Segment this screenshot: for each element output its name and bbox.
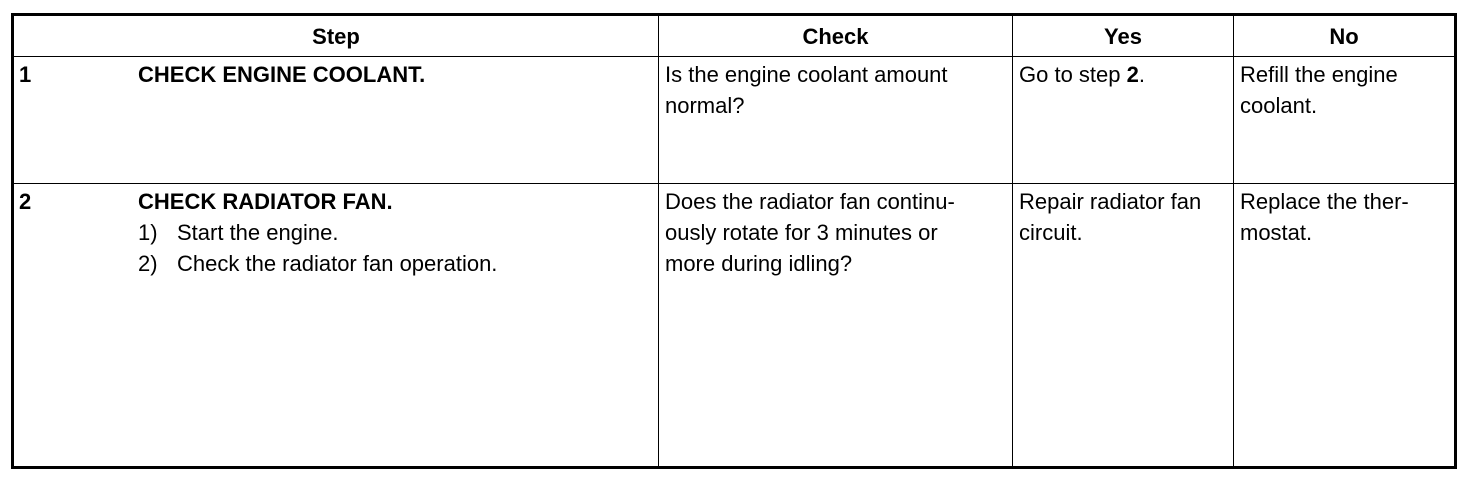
diagnostic-table <box>11 13 1457 469</box>
yes-suffix: . <box>1138 62 1145 87</box>
yes-step-ref: 2 <box>1126 62 1139 87</box>
step-title: CHECK RADIATOR FAN. <box>138 189 393 214</box>
yes-text <box>1013 57 1233 90</box>
substep <box>138 217 658 248</box>
header-yes: Yes <box>1013 15 1234 57</box>
yes-cell <box>1013 57 1234 184</box>
no-text: Replace the ther- mostat. <box>1240 189 1409 245</box>
step-number: 2 <box>19 189 32 214</box>
check-cell <box>659 184 1013 468</box>
yes-cell <box>1013 184 1234 468</box>
step-cell <box>13 57 659 184</box>
check-text: Does the radiator fan continu- ously rotate for 3 minutes or more during idling? <box>665 189 955 276</box>
step-number: 1 <box>19 62 32 87</box>
yes-prefix: Go to step <box>1019 62 1127 87</box>
header-no: No <box>1234 15 1456 57</box>
table-row <box>13 57 1456 184</box>
header-step: Step <box>13 15 659 57</box>
header-row <box>13 15 1456 57</box>
header-check: Check <box>659 15 1013 57</box>
step-cell <box>13 184 659 468</box>
table-row <box>13 184 1456 468</box>
check-cell <box>659 57 1013 184</box>
yes-text: Repair radiator fan circuit. <box>1019 189 1202 245</box>
check-text: Is the engine coolant amount normal? <box>665 62 948 118</box>
substep-text: Check the radiator fan operation. <box>177 251 498 276</box>
no-cell <box>1234 184 1456 468</box>
substep-number: 2) <box>138 251 158 276</box>
substep-number: 1) <box>138 220 158 245</box>
step-title: CHECK ENGINE COOLANT. <box>138 62 426 87</box>
substep <box>138 248 658 279</box>
no-text: Refill the engine coolant. <box>1240 62 1398 118</box>
no-cell <box>1234 57 1456 184</box>
substep-text: Start the engine. <box>177 220 339 245</box>
